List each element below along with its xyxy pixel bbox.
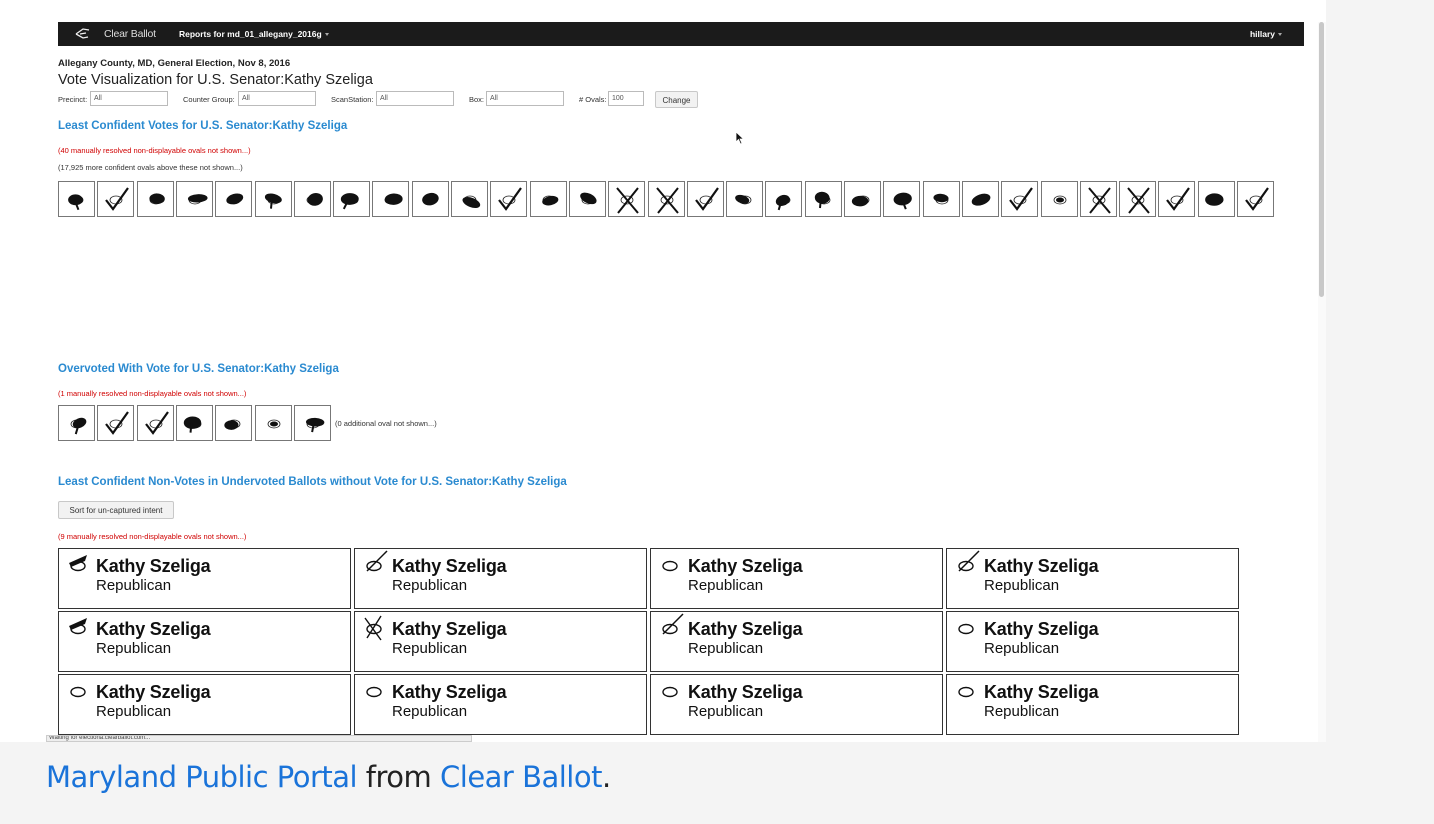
oval-mark-image: [1159, 182, 1195, 217]
oval-mark-image: [884, 182, 920, 217]
user-menu-label: hillary: [1249, 29, 1275, 39]
candidate-name: Kathy Szeliga: [984, 556, 1099, 576]
candidate-name: Kathy Szeliga: [392, 556, 507, 576]
candidate-snippet[interactable]: [58, 548, 351, 609]
candidate-party: Republican: [392, 703, 468, 720]
non-votes-heading: Least Confident Non-Votes in Undervoted Ballots without Vote for U.S. Senator:Kathy Szeliga: [58, 476, 567, 488]
overvoted-additional-note: (0 additional oval not shown...): [335, 419, 437, 428]
candidate-snippet[interactable]: [354, 548, 647, 609]
oval-snippet[interactable]: [1001, 181, 1038, 217]
oval-mark-image: [295, 406, 331, 441]
ballot-oval-icon: [63, 675, 97, 709]
change-button[interactable]: Change: [655, 91, 698, 108]
candidate-name: Kathy Szeliga: [96, 682, 211, 702]
candidate-party: Republican: [96, 640, 172, 657]
scrollbar-thumb[interactable]: [1319, 22, 1324, 297]
candidate-party: Republican: [688, 703, 764, 720]
oval-mark-image: [531, 182, 567, 217]
oval-mark-image: [609, 182, 645, 217]
oval-mark-image: [1238, 182, 1274, 217]
oval-mark-image: [373, 182, 409, 217]
oval-mark-image: [138, 182, 174, 217]
ballot-oval-icon: [359, 612, 393, 646]
oval-snippet[interactable]: [923, 181, 960, 217]
caption-period: .: [601, 760, 611, 794]
candidate-snippet[interactable]: [58, 674, 351, 735]
candidate-name: Kathy Szeliga: [392, 619, 507, 639]
oval-snippet[interactable]: [97, 405, 134, 441]
ballot-oval-icon: [655, 549, 689, 583]
oval-mark-image: [59, 182, 95, 217]
ballot-oval-icon: [951, 549, 985, 583]
candidate-name: Kathy Szeliga: [96, 556, 211, 576]
candidate-snippet[interactable]: [650, 611, 943, 672]
oval-mark-image: [256, 406, 292, 441]
candidate-party: Republican: [96, 577, 172, 594]
precinct-input[interactable]: All: [90, 91, 168, 106]
oval-mark-image: [177, 406, 213, 441]
oval-snippet[interactable]: [844, 181, 881, 217]
caption: [46, 760, 611, 794]
oval-snippet[interactable]: [215, 181, 252, 217]
oval-mark-image: [59, 406, 95, 441]
oval-snippet[interactable]: [687, 181, 724, 217]
candidate-party: Republican: [392, 640, 468, 657]
oval-snippet[interactable]: [255, 181, 292, 217]
candidate-snippet[interactable]: [650, 674, 943, 735]
oval-snippet[interactable]: [962, 181, 999, 217]
oval-mark-image: [413, 182, 449, 217]
ballot-oval-icon: [655, 612, 689, 646]
oval-mark-image: [766, 182, 802, 217]
ballot-oval-icon: [655, 675, 689, 709]
oval-snippet[interactable]: [569, 181, 606, 217]
non-votes-manual-note: (9 manually resolved non-displayable ovals not shown...): [58, 532, 247, 541]
oval-mark-image: [491, 182, 527, 217]
oval-mark-image: [98, 182, 134, 217]
oval-snippet[interactable]: [215, 405, 252, 441]
oval-snippet[interactable]: [805, 181, 842, 217]
oval-mark-image: [1042, 182, 1078, 217]
oval-mark-image: [216, 182, 252, 217]
chevron-down-icon: [325, 33, 329, 36]
oval-snippet[interactable]: [176, 181, 213, 217]
oval-snippet[interactable]: [1198, 181, 1235, 217]
oval-snippet[interactable]: [58, 405, 95, 441]
oval-snippet[interactable]: [1080, 181, 1117, 217]
oval-snippet[interactable]: [608, 181, 645, 217]
oval-snippet[interactable]: [530, 181, 567, 217]
browser-status-bar: Waiting for electiona.clearballot.com...: [46, 735, 472, 742]
election-subtitle: Allegany County, MD, General Election, Nov 8, 2016: [58, 58, 291, 69]
oval-mark-image: [1120, 182, 1156, 217]
oval-snippet[interactable]: [137, 405, 174, 441]
oval-mark-image: [177, 182, 213, 217]
oval-mark-image: [452, 182, 488, 217]
oval-mark-image: [1199, 182, 1235, 217]
oval-mark-image: [963, 182, 999, 217]
oval-snippet[interactable]: [137, 181, 174, 217]
oval-snippet[interactable]: [412, 181, 449, 217]
oval-snippet[interactable]: [883, 181, 920, 217]
candidate-snippet[interactable]: [946, 548, 1239, 609]
ballot-oval-icon: [359, 549, 393, 583]
least-confident-manual-note: (40 manually resolved non-displayable ovals not shown...): [58, 146, 251, 155]
counter-group-label: Counter Group:: [183, 95, 235, 104]
page-scrollbar[interactable]: [1318, 22, 1326, 742]
oval-snippet[interactable]: [490, 181, 527, 217]
oval-snippet[interactable]: [176, 405, 213, 441]
oval-mark-image: [649, 182, 685, 217]
candidate-name: Kathy Szeliga: [688, 556, 803, 576]
oval-snippet[interactable]: [294, 405, 331, 441]
ballot-oval-icon: [63, 549, 97, 583]
oval-mark-image: [924, 182, 960, 217]
oval-snippet[interactable]: [372, 181, 409, 217]
oval-snippet[interactable]: [1041, 181, 1078, 217]
oval-snippet[interactable]: [451, 181, 488, 217]
oval-snippet[interactable]: [1158, 181, 1195, 217]
precinct-label: Precinct:: [58, 95, 88, 104]
page-title: Vote Visualization for U.S. Senator:Kathy Szeliga: [58, 72, 373, 88]
scanstation-input[interactable]: All: [376, 91, 454, 106]
box-label: Box:: [469, 95, 485, 104]
candidate-name: Kathy Szeliga: [392, 682, 507, 702]
oval-mark-image: [727, 182, 763, 217]
oval-mark-image: [138, 406, 174, 441]
candidate-party: Republican: [392, 577, 468, 594]
candidate-name: Kathy Szeliga: [688, 682, 803, 702]
caption-from: from: [357, 760, 441, 794]
clear-ballot-link[interactable]: Clear Ballot: [440, 760, 602, 794]
oval-mark-image: [845, 182, 881, 217]
ballot-oval-icon: [359, 675, 393, 709]
oval-mark-image: [688, 182, 724, 217]
brand-name[interactable]: Clear Ballot: [104, 28, 156, 40]
candidate-name: Kathy Szeliga: [688, 619, 803, 639]
counter-group-input[interactable]: All: [238, 91, 316, 106]
chevron-down-icon: [1278, 33, 1282, 36]
oval-snippet[interactable]: [765, 181, 802, 217]
oval-mark-image: [216, 406, 252, 441]
ballot-oval-icon: [63, 612, 97, 646]
oval-snippet[interactable]: [97, 181, 134, 217]
candidate-party: Republican: [688, 577, 764, 594]
candidate-snippet[interactable]: [946, 611, 1239, 672]
ballot-oval-icon: [951, 675, 985, 709]
least-confident-more-note: (17,925 more confident ovals above these not shown...): [58, 163, 243, 172]
scanstation-label: ScanStation:: [331, 95, 374, 104]
oval-snippet[interactable]: [58, 181, 95, 217]
candidate-party: Republican: [984, 577, 1060, 594]
oval-mark-image: [256, 182, 292, 217]
oval-mark-image: [295, 182, 331, 217]
oval-snippet[interactable]: [1237, 181, 1274, 217]
maryland-public-portal-link[interactable]: Maryland Public Portal: [46, 760, 358, 794]
user-menu[interactable]: [1250, 29, 1282, 39]
oval-mark-image: [806, 182, 842, 217]
oval-mark-image: [570, 182, 606, 217]
overvoted-heading: Overvoted With Vote for U.S. Senator:Kathy Szeliga: [58, 363, 339, 375]
oval-snippet[interactable]: [255, 405, 292, 441]
reports-dropdown-label: Reports for md_01_allegany_2016g: [179, 29, 322, 39]
oval-snippet[interactable]: [1119, 181, 1156, 217]
candidate-name: Kathy Szeliga: [984, 682, 1099, 702]
clear-ballot-logo-icon[interactable]: [74, 27, 90, 41]
oval-mark-image: [334, 182, 370, 217]
ovals-label: # Ovals:: [579, 95, 607, 104]
box-input[interactable]: All: [486, 91, 564, 106]
candidate-name: Kathy Szeliga: [984, 619, 1099, 639]
oval-snippet[interactable]: [726, 181, 763, 217]
ovals-input[interactable]: 100: [608, 91, 644, 106]
candidate-name: Kathy Szeliga: [96, 619, 211, 639]
candidate-snippet[interactable]: [354, 674, 647, 735]
oval-snippet[interactable]: [333, 181, 370, 217]
oval-mark-image: [1081, 182, 1117, 217]
candidate-snippet[interactable]: [58, 611, 351, 672]
oval-mark-image: [1002, 182, 1038, 217]
oval-mark-image: [98, 406, 134, 441]
candidate-party: Republican: [688, 640, 764, 657]
mouse-cursor-icon: [735, 131, 745, 145]
candidate-party: Republican: [984, 640, 1060, 657]
candidate-snippet[interactable]: [946, 674, 1239, 735]
overvoted-manual-note: (1 manually resolved non-displayable ovals not shown...): [58, 389, 247, 398]
least-confident-heading: Least Confident Votes for U.S. Senator:Kathy Szeliga: [58, 120, 348, 132]
sort-uncaptured-intent-button[interactable]: Sort for un-captured intent: [58, 501, 174, 519]
top-navbar: [58, 22, 1304, 46]
candidate-snippet[interactable]: [354, 611, 647, 672]
candidate-snippet[interactable]: [650, 548, 943, 609]
ballot-oval-icon: [951, 612, 985, 646]
candidate-party: Republican: [96, 703, 172, 720]
candidate-party: Republican: [984, 703, 1060, 720]
oval-snippet[interactable]: [294, 181, 331, 217]
reports-dropdown[interactable]: [179, 29, 329, 39]
oval-snippet[interactable]: [648, 181, 685, 217]
